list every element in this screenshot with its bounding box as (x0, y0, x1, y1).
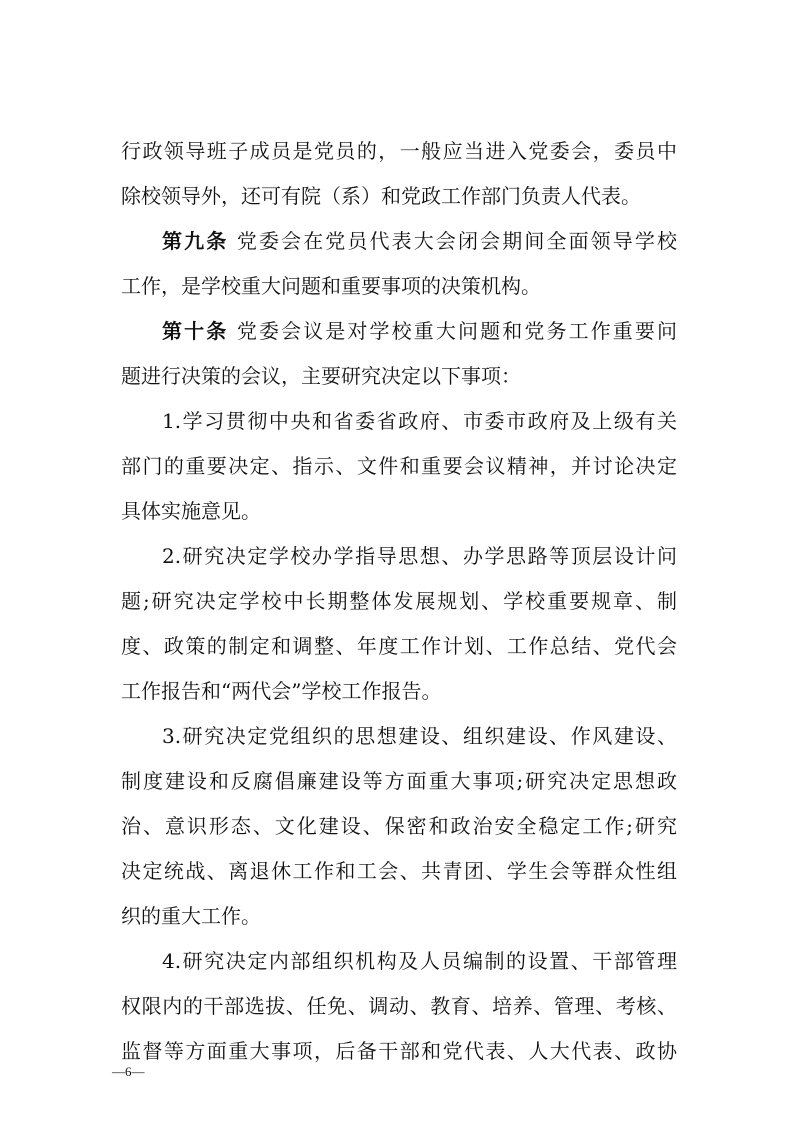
paragraph-line: 织的重大工作。 (121, 904, 261, 928)
paragraph-line: 权限内的干部选拔、任免、调动、教育、培养、管理、考核、 (121, 994, 677, 1018)
paragraph-line: 治、意识形态、文化建设、保密和政治安全稳定工作;研究 (121, 814, 677, 838)
paragraph-line: 部门的重要决定、指示、文件和重要会议精神，并讨论决定 (121, 454, 677, 478)
article-nine-text: 党委会在党员代表大会闭会期间全面领导学校 (236, 229, 678, 253)
article-ten-text: 党委会议是对学校重大问题和党务工作重要问 (236, 319, 678, 343)
page-number: —6— (112, 1064, 145, 1079)
paragraph-line: 制度建设和反腐倡廉建设等方面重大事项;研究决定思想政 (121, 769, 677, 793)
paragraph-line: 4.研究决定内部组织机构及人员编制的设置、干部管理 (162, 949, 677, 973)
article-ten-label: 第十条 (162, 319, 229, 343)
paragraph-line: 2.研究决定学校办学指导思想、办学思路等顶层设计问 (162, 544, 677, 568)
article-nine-line (162, 226, 677, 256)
paragraph-line: 监督等方面重大事项，后备干部和党代表、人大代表、政协 (121, 1039, 677, 1063)
paragraph-line: 具体实施意见。 (121, 499, 261, 523)
paragraph-line: 工作，是学校重大问题和重要事项的决策机构。 (121, 274, 541, 298)
article-ten-line (162, 316, 677, 346)
article-nine-label: 第九条 (162, 229, 229, 253)
paragraph-line: 除校领导外，还可有院（系）和党政工作部门负责人代表。 (121, 184, 641, 208)
paragraph-line: 题;研究决定学校中长期整体发展规划、学校重要规章、制 (121, 589, 677, 613)
paragraph-line: 1.学习贯彻中央和省委省政府、市委市政府及上级有关 (162, 409, 677, 433)
paragraph-line: 度、政策的制定和调整、年度工作计划、工作总结、党代会 (121, 634, 677, 658)
paragraph-line: 行政领导班子成员是党员的，一般应当进入党委会，委员中 (121, 139, 677, 163)
paragraph-line: 题进行决策的会议，主要研究决定以下事项： (121, 364, 521, 388)
paragraph-line: 工作报告和“两代会”学校工作报告。 (121, 679, 442, 703)
paragraph-line: 决定统战、离退休工作和工会、共青团、学生会等群众性组 (121, 859, 677, 883)
paragraph-line: 3.研究决定党组织的思想建设、组织建设、作风建设、 (162, 724, 677, 748)
